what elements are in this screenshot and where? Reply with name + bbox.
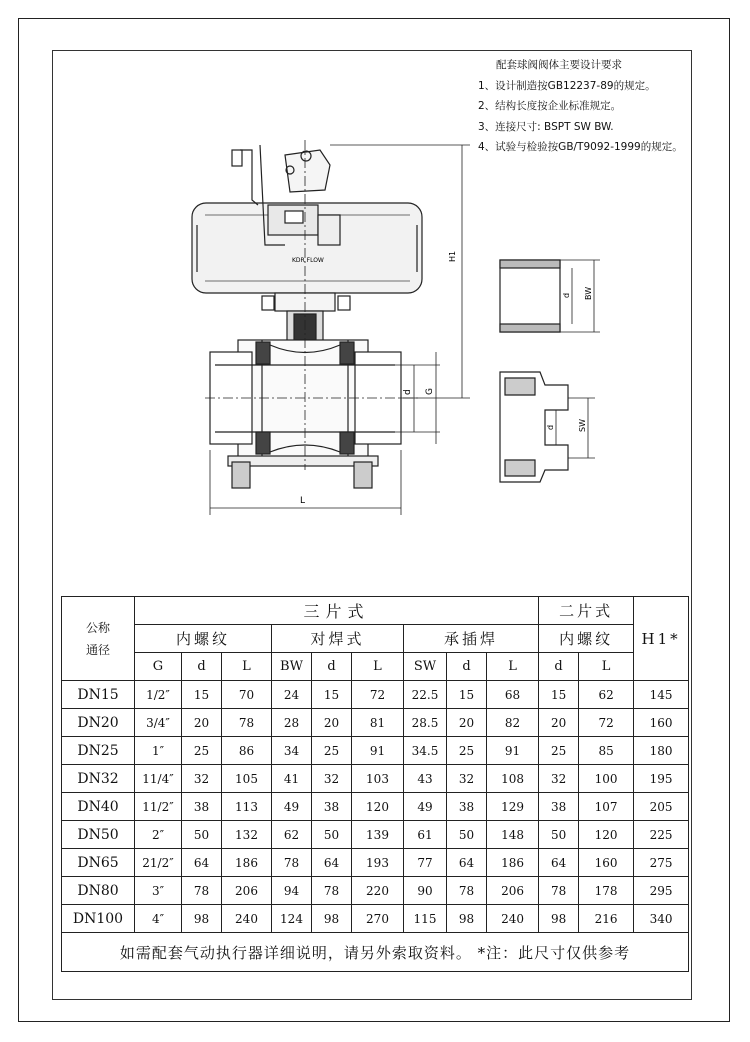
- table-cell: 20: [539, 709, 579, 737]
- table-row: [62, 737, 689, 765]
- dim-sw-d-label: d: [546, 424, 555, 430]
- brand-label: KDR FLOW: [292, 257, 324, 264]
- three-piece-header: 三片式: [135, 597, 539, 625]
- table-cell: 178: [579, 877, 634, 905]
- column-header: d: [539, 653, 579, 681]
- table-cell: 225: [634, 821, 689, 849]
- nominal-size-cell: DN50: [62, 821, 135, 849]
- column-header: d: [182, 653, 222, 681]
- table-cell: 72: [352, 681, 404, 709]
- table-cell: 275: [634, 849, 689, 877]
- table-cell: 98: [312, 905, 352, 933]
- table-footer-note: 如需配套气动执行器详细说明，请另外索取资料。 *注：此尺寸仅供参考: [62, 933, 689, 972]
- column-header: d: [447, 653, 487, 681]
- table-cell: 86: [222, 737, 272, 765]
- table-cell: 77: [404, 849, 447, 877]
- table-row: [62, 709, 689, 737]
- table-cell: 34.5: [404, 737, 447, 765]
- table-cell: 132: [222, 821, 272, 849]
- group-header: 内螺纹: [539, 625, 634, 653]
- table-cell: 4″: [135, 905, 182, 933]
- dim-l-label: L: [300, 496, 306, 506]
- nominal-size-cell: DN80: [62, 877, 135, 905]
- table-cell: 82: [487, 709, 539, 737]
- table-row: [62, 821, 689, 849]
- table-cell: 72: [579, 709, 634, 737]
- table-cell: 15: [182, 681, 222, 709]
- table-cell: 148: [487, 821, 539, 849]
- table-cell: 129: [487, 793, 539, 821]
- table-cell: 139: [352, 821, 404, 849]
- table-row: [62, 681, 689, 709]
- notes-title: 配套球阀阀体主要设计要求: [496, 59, 622, 71]
- table-cell: 3/4″: [135, 709, 182, 737]
- table-cell: 295: [634, 877, 689, 905]
- table-cell: 1″: [135, 737, 182, 765]
- table-cell: 49: [272, 793, 312, 821]
- table-cell: 98: [539, 905, 579, 933]
- table-cell: 28: [272, 709, 312, 737]
- note-item: 3、连接尺寸: BSPT SW BW.: [478, 120, 614, 133]
- table-cell: 49: [404, 793, 447, 821]
- table-cell: 120: [352, 793, 404, 821]
- table-cell: 115: [404, 905, 447, 933]
- table-cell: 32: [447, 765, 487, 793]
- table-cell: 20: [182, 709, 222, 737]
- table-cell: 78: [312, 877, 352, 905]
- nominal-size-cell: DN40: [62, 793, 135, 821]
- table-cell: 38: [539, 793, 579, 821]
- table-cell: 103: [352, 765, 404, 793]
- table-cell: 11/4″: [135, 765, 182, 793]
- table-cell: 145: [634, 681, 689, 709]
- table-cell: 108: [487, 765, 539, 793]
- table-cell: 64: [447, 849, 487, 877]
- nominal-size-cell: DN65: [62, 849, 135, 877]
- table-cell: 61: [404, 821, 447, 849]
- table-cell: 1/2″: [135, 681, 182, 709]
- table-cell: 38: [447, 793, 487, 821]
- group-header: 内螺纹: [135, 625, 272, 653]
- group-header: 承插焊: [404, 625, 539, 653]
- table-cell: 50: [447, 821, 487, 849]
- column-header: L: [579, 653, 634, 681]
- table-cell: 240: [222, 905, 272, 933]
- table-cell: 15: [447, 681, 487, 709]
- table-cell: 15: [312, 681, 352, 709]
- table-cell: 91: [352, 737, 404, 765]
- h1-header: H1*: [634, 597, 689, 681]
- table-cell: 124: [272, 905, 312, 933]
- table-cell: 25: [312, 737, 352, 765]
- note-item: 1、设计制造按GB12237-89的规定。: [478, 79, 656, 92]
- table-cell: 107: [579, 793, 634, 821]
- table-cell: 98: [447, 905, 487, 933]
- table-cell: 22.5: [404, 681, 447, 709]
- table-cell: 64: [539, 849, 579, 877]
- table-cell: 38: [182, 793, 222, 821]
- column-header: BW: [272, 653, 312, 681]
- dim-bw-label: BW: [584, 286, 593, 300]
- group-header: 对焊式: [272, 625, 404, 653]
- table-row: [62, 877, 689, 905]
- table-cell: 50: [312, 821, 352, 849]
- table-cell: 28.5: [404, 709, 447, 737]
- table-cell: 25: [539, 737, 579, 765]
- dim-h1-label: H1: [448, 250, 457, 262]
- table-cell: 195: [634, 765, 689, 793]
- table-cell: 105: [222, 765, 272, 793]
- table-cell: 90: [404, 877, 447, 905]
- table-cell: 68: [487, 681, 539, 709]
- two-piece-header: 二片式: [539, 597, 634, 625]
- table-cell: 20: [312, 709, 352, 737]
- table-cell: 180: [634, 737, 689, 765]
- note-item: 4、试验与检验按GB/T9092-1999的规定。: [478, 141, 683, 153]
- table-cell: 186: [487, 849, 539, 877]
- table-cell: 85: [579, 737, 634, 765]
- table-cell: 160: [634, 709, 689, 737]
- table-cell: 20: [447, 709, 487, 737]
- nominal-size-cell: DN100: [62, 905, 135, 933]
- table-cell: 43: [404, 765, 447, 793]
- column-header: SW: [404, 653, 447, 681]
- nominal-header: 公称 通径: [62, 597, 135, 681]
- table-cell: 270: [352, 905, 404, 933]
- table-cell: 32: [539, 765, 579, 793]
- table-cell: 64: [182, 849, 222, 877]
- table-row: [62, 793, 689, 821]
- table-cell: 120: [579, 821, 634, 849]
- table-cell: 50: [182, 821, 222, 849]
- column-header: L: [487, 653, 539, 681]
- table-cell: 98: [182, 905, 222, 933]
- nominal-size-cell: DN25: [62, 737, 135, 765]
- table-cell: 113: [222, 793, 272, 821]
- table-row: [62, 849, 689, 877]
- note-item: 2、结构长度按企业标准规定。: [478, 100, 622, 112]
- table-cell: 64: [312, 849, 352, 877]
- table-cell: 78: [272, 849, 312, 877]
- table-cell: 41: [272, 765, 312, 793]
- column-header: G: [135, 653, 182, 681]
- table-cell: 220: [352, 877, 404, 905]
- table-cell: 32: [312, 765, 352, 793]
- nominal-size-cell: DN32: [62, 765, 135, 793]
- table-cell: 50: [539, 821, 579, 849]
- table-cell: 240: [487, 905, 539, 933]
- table-cell: 24: [272, 681, 312, 709]
- table-cell: 25: [447, 737, 487, 765]
- table-cell: 25: [182, 737, 222, 765]
- table-row: [62, 765, 689, 793]
- table-cell: 206: [487, 877, 539, 905]
- table-cell: 78: [182, 877, 222, 905]
- dim-d-label: d: [403, 389, 413, 395]
- table-cell: 21/2″: [135, 849, 182, 877]
- dim-sw-label: SW: [578, 419, 587, 432]
- column-header: d: [312, 653, 352, 681]
- dim-g-label: G: [425, 388, 435, 395]
- dimension-table: [61, 596, 689, 972]
- table-cell: 340: [634, 905, 689, 933]
- table-cell: 205: [634, 793, 689, 821]
- column-header: L: [222, 653, 272, 681]
- table-cell: 100: [579, 765, 634, 793]
- table-cell: 94: [272, 877, 312, 905]
- table-cell: 62: [579, 681, 634, 709]
- table-cell: 193: [352, 849, 404, 877]
- table-cell: 206: [222, 877, 272, 905]
- table-cell: 78: [222, 709, 272, 737]
- table-cell: 11/2″: [135, 793, 182, 821]
- design-notes: [478, 55, 683, 158]
- table-cell: 32: [182, 765, 222, 793]
- table-cell: 91: [487, 737, 539, 765]
- table-cell: 216: [579, 905, 634, 933]
- table-cell: 62: [272, 821, 312, 849]
- dim-bw-d-label: d: [562, 292, 571, 298]
- table-cell: 160: [579, 849, 634, 877]
- table-cell: 78: [447, 877, 487, 905]
- table-cell: 78: [539, 877, 579, 905]
- table-cell: 70: [222, 681, 272, 709]
- table-cell: 38: [312, 793, 352, 821]
- table-cell: 81: [352, 709, 404, 737]
- table-row: [62, 905, 689, 933]
- table-cell: 3″: [135, 877, 182, 905]
- table-cell: 34: [272, 737, 312, 765]
- table-cell: 2″: [135, 821, 182, 849]
- table-cell: 15: [539, 681, 579, 709]
- table-cell: 186: [222, 849, 272, 877]
- nominal-size-cell: DN20: [62, 709, 135, 737]
- column-header: L: [352, 653, 404, 681]
- nominal-size-cell: DN15: [62, 681, 135, 709]
